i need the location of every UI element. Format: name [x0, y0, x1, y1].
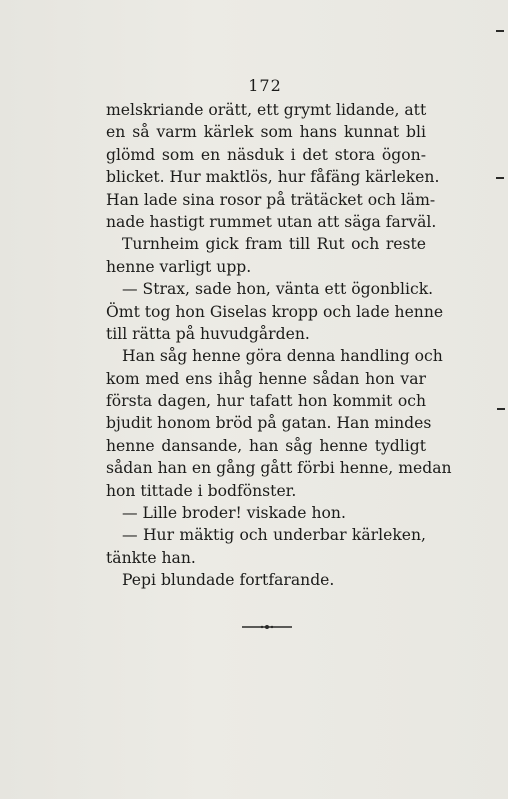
- text-line: första dagen, hur tafatt hon kommit och: [106, 392, 426, 411]
- text-line: Han såg henne göra denna handling och: [122, 347, 443, 366]
- text-line: melskriande orätt, ett grymt lidande, att: [106, 101, 427, 119]
- margin-mark: [497, 408, 505, 410]
- text-line: Ömt tog hon Giselas kropp och lade henne: [106, 302, 444, 321]
- text-line: Pepi blundade fortfarande.: [122, 571, 335, 590]
- text-line: Turnheim gick fram till Rut och reste: [122, 235, 426, 254]
- margin-mark: [496, 177, 504, 179]
- text-line: hon tittade i bodfönster.: [106, 481, 297, 500]
- text-line: blicket. Hur maktlös, hur fåfäng kärleken.: [106, 168, 440, 187]
- text-line: Han lade sina rosor på trätäcket och läm-: [106, 190, 436, 209]
- text-line: henne dansande, han såg henne tydligt: [106, 436, 426, 455]
- text-line: till rätta på huvudgården.: [106, 324, 310, 343]
- margin-mark: [496, 30, 504, 32]
- text-line: — Strax, sade hon, vänta ett ögonblick.: [122, 280, 434, 299]
- text-line: henne varligt upp.: [106, 257, 252, 276]
- text-line: kom med ens ihåg henne sådan hon var: [106, 369, 426, 388]
- page-number: 172: [248, 76, 282, 95]
- text-line: — Lille broder! viskade hon.: [122, 504, 346, 523]
- text-line: en så varm kärlek som hans kunnat bli: [106, 123, 426, 142]
- text-line: sådan han en gång gått förbi henne, medan: [106, 459, 452, 478]
- text-line: glömd som en näsduk i det stora ögon-: [106, 145, 426, 164]
- text-line: bjudit honom bröd på gatan. Han mindes: [106, 414, 432, 433]
- text-line: — Hur mäktig och underbar kärleken,: [122, 526, 426, 545]
- body-text: [106, 99, 452, 592]
- text-line: nade hastigt rummet utan att säga farväl.: [106, 212, 437, 231]
- text-line: tänkte han.: [106, 548, 196, 567]
- end-ornament-icon: [242, 625, 292, 629]
